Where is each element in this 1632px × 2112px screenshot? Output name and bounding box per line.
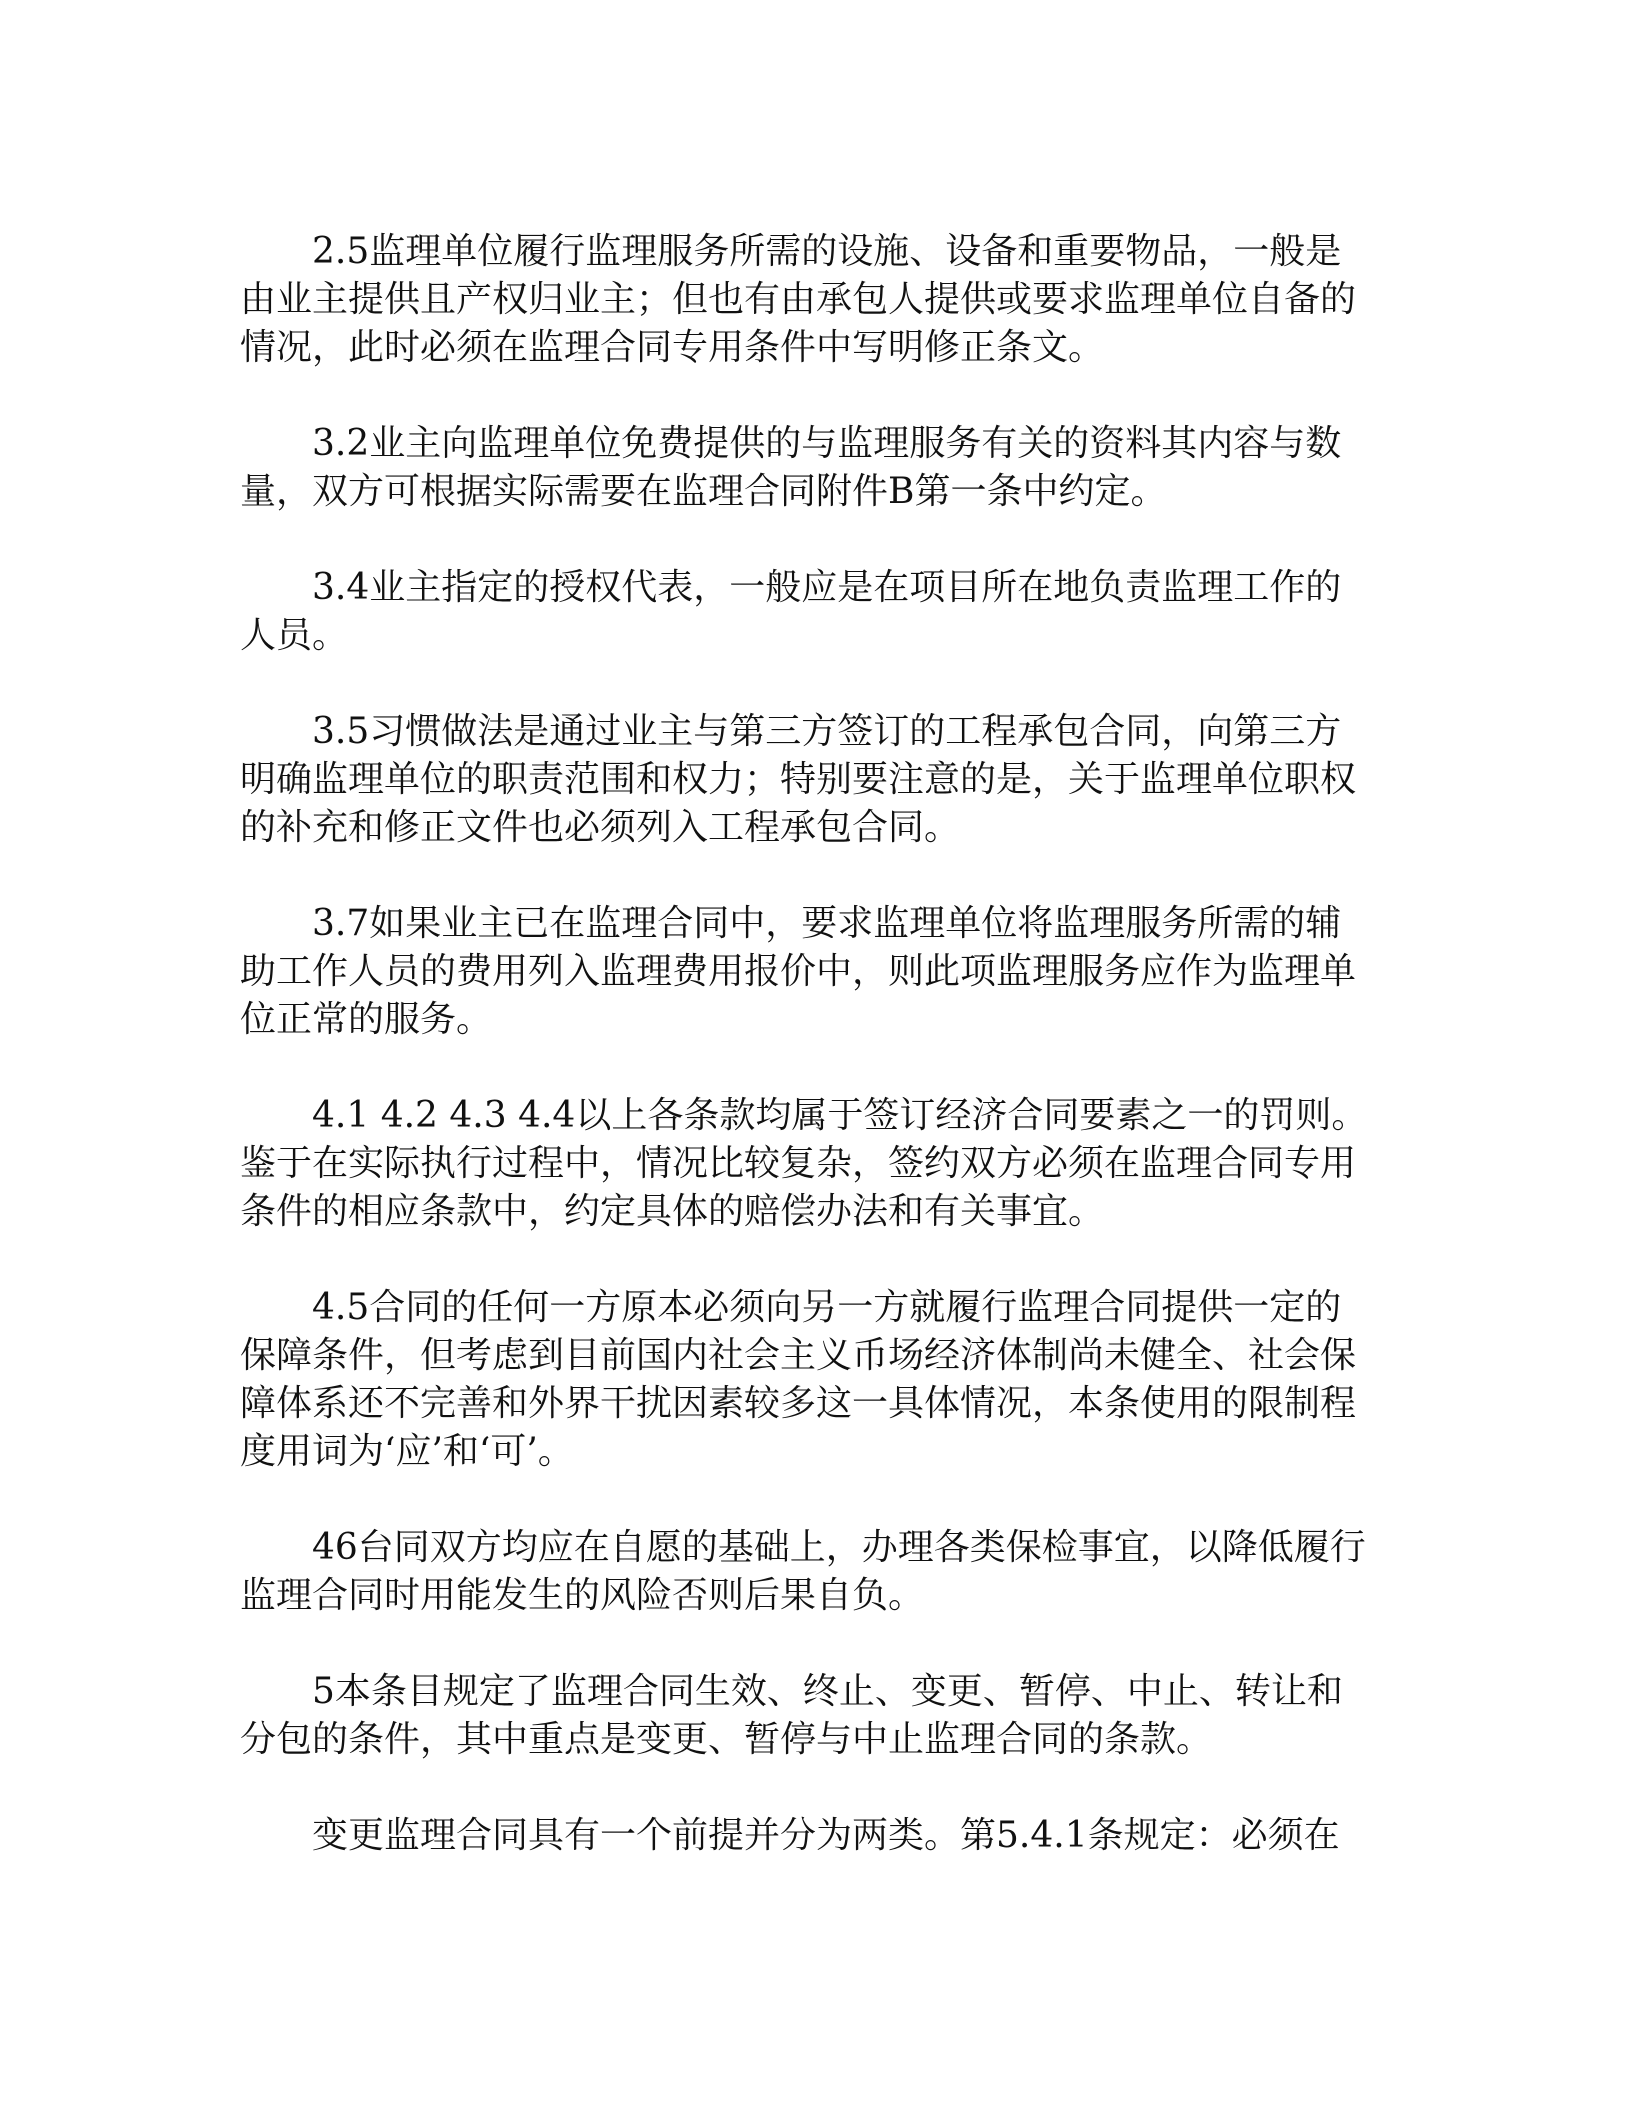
paragraph-4-1-to-4-4	[240, 1092, 1392, 1236]
paragraph-line: 3.5习惯做法是通过业主与第三方签订的工程承包合同，向第三方	[312, 711, 1342, 752]
paragraph-line: 助工作人员的费用列入监理费用报价中，则此项监理服务应作为监理单	[240, 951, 1357, 992]
paragraph-5	[240, 1668, 1392, 1764]
paragraph-line: 的补充和修正文件也必须列入工程承包合同。	[240, 807, 961, 848]
paragraph-line: 人员。	[240, 615, 349, 656]
paragraph-line: 2.5监理单位履行监理服务所需的设施、设备和重要物品，一般是	[312, 231, 1342, 272]
paragraph-line: 条件的相应条款中，约定具体的赔偿办法和有关事宜。	[240, 1191, 1105, 1232]
paragraph-line: 分包的条件，其中重点是变更、暂停与中止监理合同的条款。	[240, 1719, 1213, 1760]
paragraph-line: 量，双方可根据实际需要在监理合同附件B第一条中约定。	[240, 471, 1167, 512]
paragraph-line: 障体系还不完善和外界干扰因素较多这一具体情况，本条使用的限制程	[240, 1383, 1357, 1424]
paragraph-3-4	[240, 564, 1392, 660]
paragraph-line: 位正常的服务。	[240, 999, 493, 1040]
paragraph-line: 46台同双方均应在自愿的基础上，办理各类保检事宜，以降低履行	[312, 1527, 1366, 1568]
paragraph-line: 3.2业主向监理单位免费提供的与监理服务有关的资料其内容与数	[312, 423, 1342, 464]
paragraph-line: 5本条目规定了监理合同生效、终止、变更、暂停、中止、转让和	[312, 1671, 1343, 1712]
paragraph-line: 监理合同时用能发生的风险否则后果自负。	[240, 1575, 925, 1616]
paragraph-line: 由业主提供且产权归业主；但也有由承包人提供或要求监理单位自备的	[240, 279, 1357, 320]
paragraph-3-7	[240, 900, 1392, 1044]
paragraph-contract-change	[240, 1812, 1392, 1860]
paragraph-4-6	[240, 1524, 1392, 1620]
paragraph-3-5	[240, 708, 1392, 852]
paragraph-3-2	[240, 420, 1392, 516]
paragraph-line: 保障条件，但考虑到目前国内社会主义币场经济体制尚未健全、社会保	[240, 1335, 1357, 1376]
paragraph-line: 变更监理合同具有一个前提并分为两类。第5.4.1条规定：必须在	[312, 1815, 1340, 1856]
paragraph-line: 4.5合同的任何一方原本必须向另一方就履行监理合同提供一定的	[312, 1287, 1342, 1328]
paragraph-2-5	[240, 228, 1392, 372]
paragraph-line: 度用词为‘应’和‘可’。	[240, 1431, 574, 1472]
paragraph-line: 鉴于在实际执行过程中，情况比较复杂，签约双方必须在监理合同专用	[240, 1143, 1357, 1184]
paragraph-line: 3.4业主指定的授权代表，一般应是在项目所在地负责监理工作的	[312, 567, 1342, 608]
document-body	[240, 228, 1392, 1908]
paragraph-line: 明确监理单位的职责范围和权力；特别要注意的是，关于监理单位职权	[240, 759, 1357, 800]
paragraph-4-5	[240, 1284, 1392, 1476]
paragraph-line: 4.1 4.2 4.3 4.4以上各条款均属于签订经济合同要素之一的罚则。	[312, 1095, 1368, 1136]
paragraph-line: 3.7如果业主已在监理合同中，要求监理单位将监理服务所需的辅	[312, 903, 1342, 944]
paragraph-line: 情况，此时必须在监理合同专用条件中写明修正条文。	[240, 327, 1105, 368]
